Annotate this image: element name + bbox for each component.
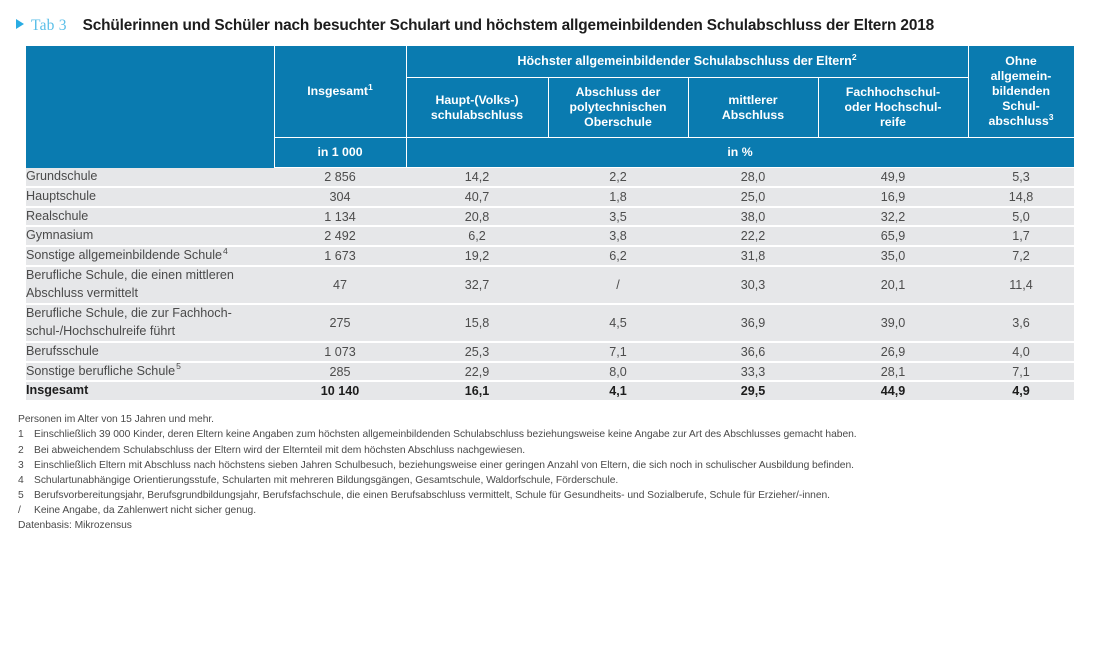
- table-cell-value: 4,1: [548, 381, 688, 400]
- footnote-text: Berufsvorbereitungsjahr, Berufsgrundbildungsjahr, Berufsfachschule, die einen Berufsabschluss vermittelt, Schule für Gesundheits- und Sozialberufe, Schule für Erzieher/-innen.: [34, 489, 830, 501]
- table-row: [26, 168, 1074, 187]
- header-unit-thousands: in 1 000: [274, 138, 406, 168]
- header-haupt-volks-label: Haupt-(Volks-) schulabschluss: [430, 92, 524, 122]
- header-group-parents-degree: [406, 46, 968, 78]
- footnote-item: [18, 488, 1100, 503]
- table-cell-value: 16,9: [818, 187, 968, 207]
- header-insgesamt-sup: 1: [368, 82, 373, 93]
- table-cell-value: 6,2: [406, 226, 548, 246]
- footnote-item: [18, 473, 1100, 488]
- table-cell-value: 19,2: [406, 246, 548, 266]
- footnotes-block: [18, 412, 1100, 533]
- header-group-sup: 2: [851, 51, 857, 62]
- header-haupt-volks: [406, 78, 548, 138]
- header-polytechnische-label: Abschluss der polytechnischen Oberschule: [569, 85, 667, 130]
- footnote-text: Einschließlich 39 000 Kinder, deren Eltern keine Angaben zum höchsten allgemeinbildenden Schulabschluss beziehungsweise keine Angabe zur Art des Abschlusses gemacht haben.: [34, 429, 857, 441]
- row-label: Insgesamt: [26, 381, 274, 400]
- footnote-marker: 4: [18, 474, 24, 486]
- header-unit-percent: in %: [406, 138, 1074, 168]
- table-cell-value: 8,0: [548, 362, 688, 382]
- table-row: [26, 246, 1074, 266]
- table-cell-value: 36,6: [688, 342, 818, 362]
- table-cell-value: 36,9: [688, 304, 818, 342]
- table-cell-value: 1 073: [274, 342, 406, 362]
- table-cell-value: 5,0: [968, 207, 1074, 227]
- table-cell-value: 1 134: [274, 207, 406, 227]
- footnote-item: [18, 443, 1100, 458]
- table-cell-value: 25,3: [406, 342, 548, 362]
- header-group-label: Höchster allgemeinbildender Schulabschluss der Eltern: [517, 54, 852, 68]
- table-row: [26, 187, 1074, 207]
- row-label: Grundschule: [26, 168, 274, 187]
- table-cell-value: 26,9: [818, 342, 968, 362]
- table-cell-value: 2 856: [274, 168, 406, 187]
- footnote-marker: 2: [18, 444, 24, 456]
- header-no-degree: [968, 46, 1074, 138]
- table-cell-value: 39,0: [818, 304, 968, 342]
- row-label: Sonstige berufliche Schule$^5$: [26, 362, 274, 382]
- data-source-label: Datenbasis: Mikrozensus: [18, 520, 132, 532]
- footnote-marker: /: [18, 505, 21, 517]
- table-cell-value: 4,5: [548, 304, 688, 342]
- table-cell-value: 35,0: [818, 246, 968, 266]
- table-cell-value: 275: [274, 304, 406, 342]
- table-row: [26, 304, 1074, 342]
- table-cell-value: 285: [274, 362, 406, 382]
- table-cell-value: 28,1: [818, 362, 968, 382]
- table-cell-value: 11,4: [968, 266, 1074, 304]
- row-label-footnote-marker: 5: [176, 361, 181, 372]
- footnote-text: Keine Angabe, da Zahlenwert nicht sicher genug.: [34, 505, 257, 517]
- table-cell-value: 1,7: [968, 226, 1074, 246]
- table-cell-value: 2,2: [548, 168, 688, 187]
- table-row: [26, 342, 1074, 362]
- table-cell-value: 16,1: [406, 381, 548, 400]
- table-cell-value: 3,8: [548, 226, 688, 246]
- table-title-text: Schülerinnen und Schüler nach besuchter Schulart und höchstem allgemeinbildenden Schulabschluss der Eltern 2018: [82, 17, 935, 34]
- table-cell-value: 33,3: [688, 362, 818, 382]
- table-cell-value: 7,1: [968, 362, 1074, 382]
- table-cell-value: 29,5: [688, 381, 818, 400]
- table-cell-value: 14,2: [406, 168, 548, 187]
- table-cell-value: 32,7: [406, 266, 548, 304]
- header-mittlerer-abschluss-label: mittlerer Abschluss: [721, 92, 785, 122]
- table-cell-value: 44,9: [818, 381, 968, 400]
- table-cell-value: 49,9: [818, 168, 968, 187]
- header-insgesamt-label: Insgesamt: [307, 84, 369, 99]
- footnote-text: Schulartunabhängige Orientierungsstufe, Schularten mit mehreren Bildungsgängen, Gesamtschule, Waldorfschule, Förderschule.: [34, 474, 619, 486]
- header-insgesamt: [274, 46, 406, 138]
- row-label: Hauptschule: [26, 187, 274, 207]
- table-cell-value: 14,8: [968, 187, 1074, 207]
- row-label: Berufsschule: [26, 342, 274, 362]
- table-cell-value: 38,0: [688, 207, 818, 227]
- table-header: [26, 46, 1074, 168]
- table-cell-value: 3,6: [968, 304, 1074, 342]
- footnote-marker: 5: [18, 489, 24, 501]
- table-cell-value: /: [548, 266, 688, 304]
- table-cell-value: 32,2: [818, 207, 968, 227]
- table-cell-value: 4,0: [968, 342, 1074, 362]
- table-cell-value: 3,5: [548, 207, 688, 227]
- table-cell-value: 7,1: [548, 342, 688, 362]
- footnote-item: [18, 458, 1100, 473]
- triangle-right-icon: [16, 19, 24, 29]
- table-row: [26, 207, 1074, 227]
- table-row: [26, 266, 1074, 304]
- table-cell-value: 7,2: [968, 246, 1074, 266]
- table-number-label: Tab 3: [31, 17, 67, 34]
- header-fachhochschulreife-label: Fachhochschul- oder Hochschul- reife: [844, 85, 942, 130]
- table-cell-value: 1 673: [274, 246, 406, 266]
- page-title: [0, 0, 1100, 35]
- table-cell-value: 15,8: [406, 304, 548, 342]
- table-cell-value: 22,9: [406, 362, 548, 382]
- row-label: Sonstige allgemeinbildende Schule$^4$: [26, 246, 274, 266]
- table-row: [26, 226, 1074, 246]
- table-cell-value: 10 140: [274, 381, 406, 400]
- header-no-degree-sup: 3: [1048, 112, 1054, 123]
- stub-header-cell: [26, 46, 274, 168]
- row-label-footnote-marker: 4: [223, 246, 228, 257]
- table-cell-value: 47: [274, 266, 406, 304]
- table-cell-value: 2 492: [274, 226, 406, 246]
- table-cell-value: 28,0: [688, 168, 818, 187]
- row-label: Realschule: [26, 207, 274, 227]
- header-polytechnische: [548, 78, 688, 138]
- statistics-table-container: [26, 45, 1074, 400]
- table-cell-value: 20,1: [818, 266, 968, 304]
- footnote-item: [18, 503, 1100, 518]
- table-cell-value: 20,8: [406, 207, 548, 227]
- footnote-list: [18, 427, 1100, 518]
- row-label: Gymnasium: [26, 226, 274, 246]
- table-row: [26, 362, 1074, 382]
- footnote-item: [18, 427, 1100, 442]
- table-cell-value: 4,9: [968, 381, 1074, 400]
- header-no-degree-label: Ohne allgemein- bildenden Schul- abschluss: [988, 54, 1052, 129]
- row-label: Berufliche Schule, die zur Fachhoch- schul-/Hochschulreife führt: [26, 304, 274, 342]
- footnote-marker: 3: [18, 459, 24, 471]
- table-cell-value: 31,8: [688, 246, 818, 266]
- table-cell-value: 65,9: [818, 226, 968, 246]
- table-body: [26, 168, 1074, 401]
- header-mittlerer-abschluss: [688, 78, 818, 138]
- table-cell-value: 1,8: [548, 187, 688, 207]
- statistics-table: [26, 45, 1075, 400]
- table-cell-value: 25,0: [688, 187, 818, 207]
- footnote-marker: 1: [18, 429, 24, 441]
- header-row-group: [26, 46, 1074, 78]
- footnote-intro: Personen im Alter von 15 Jahren und mehr.: [18, 414, 214, 426]
- row-label: Berufliche Schule, die einen mittleren Abschluss vermittelt: [26, 266, 274, 304]
- footnote-text: Einschließlich Eltern mit Abschluss nach höchstens sieben Jahren Schulbesuch, beziehungsweise einer geringen Anzahl von Eltern, die sich noch in schulischer Ausbildung befinden.: [34, 459, 854, 471]
- table-cell-value: 40,7: [406, 187, 548, 207]
- table-cell-value: 304: [274, 187, 406, 207]
- table-cell-value: 5,3: [968, 168, 1074, 187]
- table-row: [26, 381, 1074, 400]
- table-cell-value: 30,3: [688, 266, 818, 304]
- table-cell-value: 22,2: [688, 226, 818, 246]
- footnote-text: Bei abweichendem Schulabschluss der Eltern wird der Elternteil mit dem höchsten Abschluss nachgewiesen.: [34, 444, 526, 456]
- table-cell-value: 6,2: [548, 246, 688, 266]
- header-fachhochschulreife: [818, 78, 968, 138]
